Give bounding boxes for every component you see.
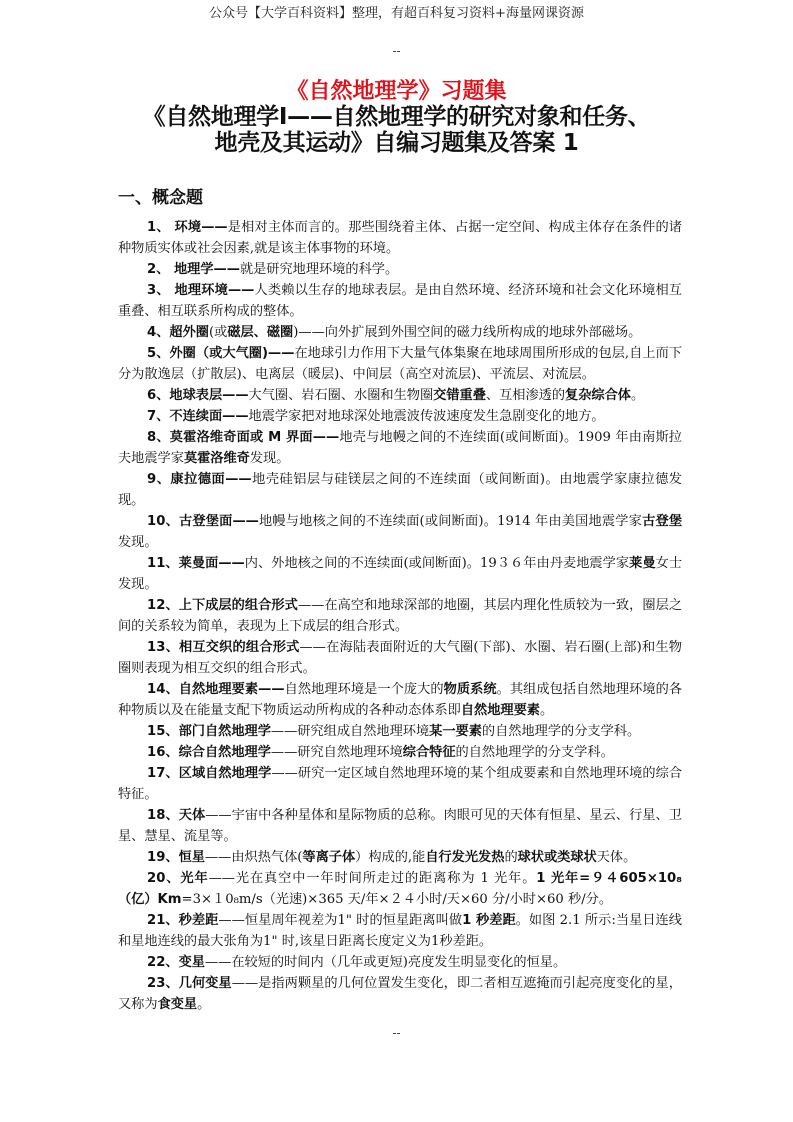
definition-term: 8、莫霍洛维奇面或 M 界面—— [147,430,340,445]
definition-item [118,847,682,868]
page-bottom-marker: -- [392,1026,401,1040]
definition-term: 古登堡 [642,514,683,529]
definition-text: 的 [504,850,518,865]
definition-item [118,868,682,910]
definition-term: 某一要素 [429,724,482,739]
definition-item [118,805,682,847]
definition-text: 。如图 2.1 所示:当星日连线和星地连线的最大张角为1" 时,该星日距离长度定义为1秒差距。 [118,913,682,949]
definition-item [118,343,682,385]
definition-item [118,742,682,763]
definition-text: ——研究自然地理环境 [270,745,403,760]
definition-text: ——由炽热气体( [204,850,303,865]
definition-item [118,763,682,805]
definition-text: ——恒星周年视差为1" 时的恒星距离叫做 [218,913,463,928]
definition-text: ——光在真空中一年时间所走过的距离称为 1 光年。 [208,871,537,886]
definition-text: 。 [630,388,645,403]
definition-term: 7、不连续面—— [147,409,249,424]
definition-term: 交错重叠 [433,388,486,403]
definition-term: 5、外圈（或 [147,346,223,361]
definition-text: ——宇宙中各种星体和星际物质的总称。肉眼可见的天体有恒星、星云、行星、卫星、慧星、流星等。 [118,808,682,844]
definition-item [118,385,682,406]
definition-term: 18、天体 [147,808,206,823]
definition-term: 1、 环境—— [147,220,228,235]
definition-text: ——在高空和地球深部的地圈，其层内理化性质较为一致，圈层之间的关系较为简单，表现为上下成层的组合形式。 [118,598,683,634]
definition-item [118,553,682,595]
definition-text: 地幔与地核之间的不连续面(或间断面)。1914 年由美国地震学家 [258,514,643,529]
definition-term: 12、上下成层的组合形式 [147,598,298,613]
definition-item [118,973,682,1015]
definition-item [118,595,682,637]
definition-text: ——研究组成自然地理环境 [270,724,430,739]
definition-item [118,511,682,553]
definition-term: 23、几何变星 [147,976,232,991]
definition-text: 天体。 [596,850,637,865]
definitions-list [118,217,682,1015]
definition-text: 是相对主体而言的。那些围绕着主体、占据一定空间、构成主体存在条件的诸种物质实体或社会因素,就是该主体事物的环境。 [118,220,682,256]
definition-term: 2、 地理学—— [147,262,240,277]
definition-text: 内、外地核之间的不连续面(或间断面)。19３６年由丹麦地震学家 [244,556,630,571]
definition-term: 21、秒差距 [147,913,219,928]
header-note: 公众号【大学百科资料】整理，有超百科复习资料+海量网课资源 [209,6,584,21]
definition-term: 复杂综合体 [565,388,631,403]
definition-term: 食变星 [157,997,198,1012]
document-title: 《自然地理学》习题集 [286,79,507,104]
definition-term: 等离子体 [302,850,356,865]
definition-item [118,637,682,679]
definition-text: =3×１0₈m/s（光速)×365 天/年×２４小时/天×60 分/小时×60 秒/分。 [181,892,613,907]
definition-item [118,721,682,742]
section-heading: 一、概念题 [118,188,203,208]
definition-text: 。 [197,997,211,1012]
definition-text: (或 [208,325,228,340]
definition-text: 女士发现。 [118,556,683,592]
definition-text: ）构成的,能 [355,850,426,865]
document-subtitle-line-2: 地壳及其运动》自编习题集及答案 1 [214,130,579,156]
definition-term: 16、综合自然地理学 [147,745,271,760]
definition-item [118,952,682,973]
definition-item [118,910,682,952]
definition-term: 磁层、磁圈 [227,325,294,340]
definition-term: 10、古登堡面—— [147,514,259,529]
definition-term: 1 秒差距 [462,913,516,928]
definition-term: 19、恒星 [147,850,205,865]
definition-text: 。其组成包括自然地理环境的各种物质以及在能量支配下物质运动所构成的各种动态体系即 [118,682,683,718]
definition-text: 地壳硅铝层与硅镁层之间的不连续面（或间断面)。由地震学家康拉德发现。 [118,472,682,508]
definition-term: 自然地理要素 [460,703,540,718]
definition-item [118,406,682,427]
definition-term: 4、超外圈 [147,325,209,340]
definition-term: 20、光年 [147,871,209,886]
definition-item [118,217,682,259]
definition-text: 在地球引力作用下大量气体集聚在地球周围所形成的包层,自上而下分为散逸层（扩散层)、电离层（暖层)、中间层（高空对流层)、平流层、对流层。 [118,346,682,382]
definition-text: 、互相渗透的 [485,388,566,403]
definition-term: 15、部门自然地理学 [147,724,271,739]
definition-text: ——研究一定区域自然地理环境的某个组成要素和自然地理环境的综合特征。 [118,766,683,802]
definition-text: 发现。 [249,451,290,466]
page-top-marker: -- [392,44,401,58]
definition-term: 17、区域自然地理学 [147,766,272,781]
definition-item [118,322,682,343]
definition-text: )——向外扩展到外围空间的磁力线所构成的地球外部磁场。 [293,325,642,340]
definition-text: ——在海陆表面附近的大气圈(下部)、水圈、岩石圈(上部)和生物圈则表现为相互交织的组合形式。 [118,640,682,676]
definition-text: 自然地理环境是一个庞大的 [284,682,444,697]
definition-term: 大气圈)—— [222,346,295,361]
definition-item [118,259,682,280]
definition-term: 9、康拉德面—— [147,472,252,487]
document-subtitle-line-1: 《自然地理学Ⅰ——自然地理学的研究对象和任务、 [142,104,651,130]
definition-item [118,679,682,721]
definition-term: 莫霍洛维奇 [183,451,250,466]
definition-term: 球状或类球状 [517,850,597,865]
definition-text: ——是指两颗星的几何位置发生变化，即二者相互遮掩而引起亮度变化的星，又称为 [118,976,682,1012]
definition-term: 物质系统 [443,682,497,697]
definition-term: 莱曼 [629,556,656,571]
definition-term: 13、相互交织的组合形式 [147,640,300,655]
definition-term: 11、莱曼面—— [147,556,245,571]
definition-term: 6、地球表层—— [147,388,249,403]
definition-text: 大气圈、岩石圈、水圈和生物圈 [248,388,434,403]
definition-term: 3、 地理环境—— [147,283,255,298]
definition-text: ——在较短的时间内（几年或更短)亮度发生明显变化的恒星。 [204,955,567,970]
definition-term: 综合特征 [402,745,456,760]
definition-text: 地震学家把对地球深处地震波传波速度发生急剧变化的地方。 [248,409,605,424]
definition-text: 发现。 [118,535,158,550]
definition-item [118,469,682,511]
definition-text: 。 [540,703,554,718]
definition-term: 自行发光发热 [425,850,505,865]
definition-item [118,280,682,322]
definition-term: 22、变星 [147,955,205,970]
definition-term: 14、自然地理要素—— [147,682,285,697]
definition-term: 1 光年=９４605×10₈（亿）Km [118,871,682,907]
definition-text: 就是研究地理环境的科学。 [239,262,399,277]
definition-item [118,427,682,469]
definition-text: 地壳与地幔之间的不连续面(或间断面)。1909 年由南斯拉夫地震学家 [118,430,682,466]
definition-text: 的自然地理学的分支学科。 [455,745,614,760]
definition-text: 的自然地理学的分支学科。 [481,724,641,739]
definition-text: 人类赖以生存的地球表层。是由自然环境、经济环境和社会文化环境相互重叠、相互联系所构成的整体。 [118,283,682,319]
